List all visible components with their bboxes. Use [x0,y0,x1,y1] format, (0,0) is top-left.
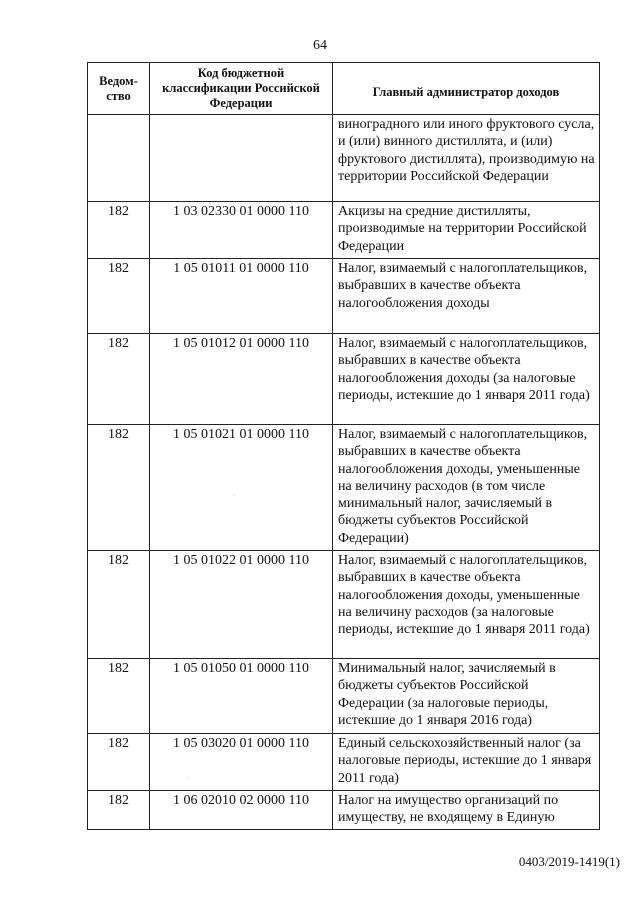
table-row [88,425,600,551]
row-code: 1 05 01050 01 0000 110 [150,659,333,734]
row-name: Налог, взимаемый с налогоплательщиков, выбравших в качестве объекта налогообложения доходы (за налоговые периоды, истекшие до 1 января 2011 года) [333,334,600,425]
table-header-row [88,63,600,115]
row-department: 182 [88,551,150,659]
table-row [88,202,600,259]
table-row [88,659,600,734]
document-id: 0403/2019-1419(1) [518,854,620,869]
row-code: 1 05 01011 01 0000 110 [150,259,333,334]
row-code: 1 06 02010 02 0000 110 [150,791,333,830]
row-name: Налог, взимаемый с налогоплательщиков, выбравших в качестве объекта налогообложения доходы, уменьшенные на величину расходов (за налоговые периоды, истекшие до 1 января 2011 года) [333,551,600,659]
page-number: 64 [313,38,327,53]
row-department: 182 [88,202,150,259]
row-department: 182 [88,659,150,734]
row-department: 182 [88,734,150,791]
row-code: 1 05 03020 01 0000 110 [150,734,333,791]
row-name: Налог на имущество организаций по имуществу, не входящему в Единую [333,791,600,830]
header-code: Код бюджетной классификации Российской Федерации [150,63,333,115]
table-row [88,115,600,202]
table-row [88,259,600,334]
scan-speck: · [186,776,188,782]
header-administrator: Главный администратор доходов [333,63,600,115]
row-department: 182 [88,425,150,551]
row-code: 1 05 01012 01 0000 110 [150,334,333,425]
row-name: Минимальный налог, зачисляемый в бюджеты субъектов Российской Федерации (за налоговые периоды, истекшие до 1 января 2016 года) [333,659,600,734]
table-row [88,734,600,791]
row-name: Единый сельскохозяйственный налог (за налоговые периоды, истекшие до 1 января 2011 года) [333,734,600,791]
row-name: Налог, взимаемый с налогоплательщиков, выбравших в качестве объекта налогообложения доходы, уменьшенные на величину расходов (в том числе минимальный налог, зачисляемый в бюджеты субъектов Российской Федерации) [333,425,600,551]
row-department [88,115,150,202]
table-row [88,791,600,830]
row-code: 1 05 01022 01 0000 110 [150,551,333,659]
row-code: 1 05 01021 01 0000 110 [150,425,333,551]
table-row [88,551,600,659]
row-department: 182 [88,791,150,830]
row-code: 1 03 02330 01 0000 110 [150,202,333,259]
row-department: 182 [88,334,150,425]
row-name: Налог, взимаемый с налогоплательщиков, выбравших в качестве объекта налогообложения доходы [333,259,600,334]
header-department: Ведом-ство [88,63,150,115]
row-code [150,115,333,202]
row-name: Акцизы на средние дистилляты, производимые на территории Российской Федерации [333,202,600,259]
scan-speck: · [233,493,235,499]
revenue-classification-table [87,62,600,830]
row-department: 182 [88,259,150,334]
table-row [88,334,600,425]
row-name: виноградного или иного фруктового сусла, и (или) винного дистиллята, и (или) фруктового дистиллята), производимую на территории Российской Федерации [333,115,600,202]
